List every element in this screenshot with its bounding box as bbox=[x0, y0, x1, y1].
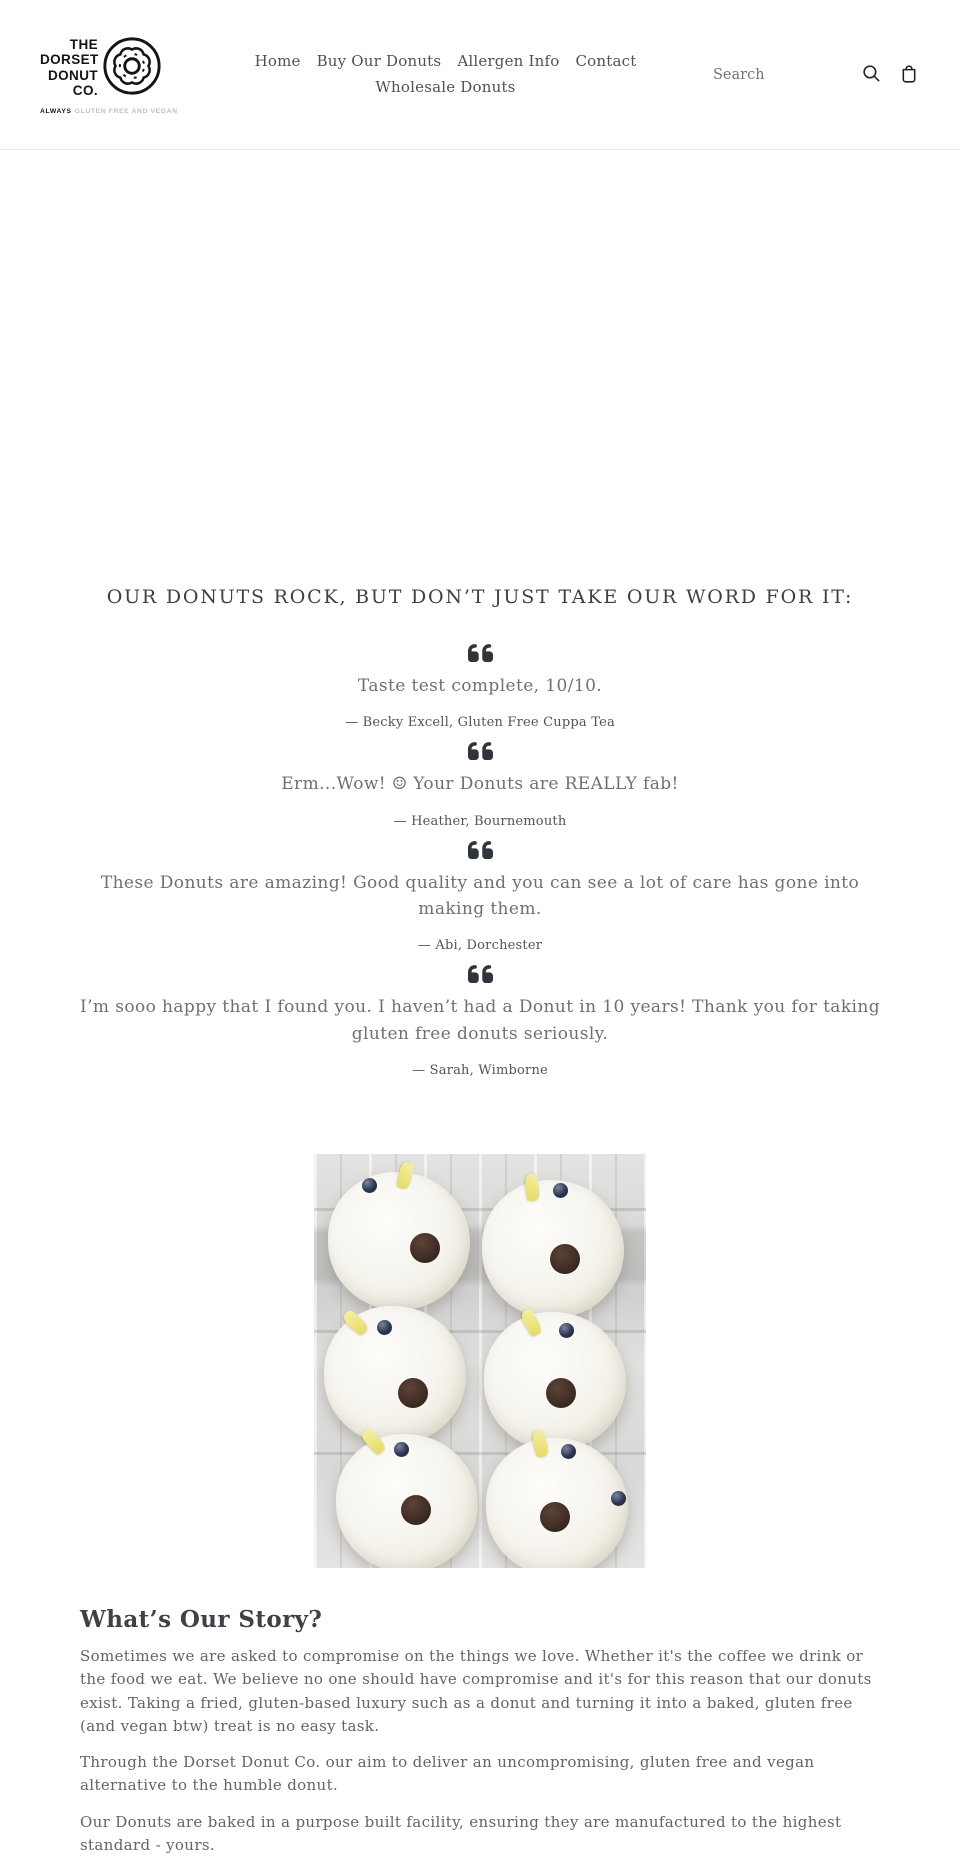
testimonial-attribution: — Sarah, Wimborne bbox=[412, 1063, 548, 1079]
donut-hole bbox=[550, 1244, 580, 1274]
lemon-piece bbox=[341, 1309, 370, 1336]
blueberry bbox=[394, 1442, 409, 1457]
donut-image-item bbox=[486, 1438, 628, 1568]
shopping-bag-icon bbox=[898, 62, 920, 87]
cart-button[interactable] bbox=[898, 62, 920, 87]
donut-image-item bbox=[336, 1434, 478, 1568]
quote-icon bbox=[70, 965, 890, 985]
site-header bbox=[0, 0, 960, 150]
testimonial-attribution: — Abi, Dorchester bbox=[417, 938, 543, 954]
testimonials-section bbox=[70, 586, 890, 1078]
search-button[interactable] bbox=[861, 63, 882, 87]
logo-word: THE bbox=[69, 37, 98, 53]
logo-word: DONUT bbox=[48, 67, 98, 83]
testimonial-attribution: — Becky Excell, Gluten Free Cuppa Tea bbox=[345, 715, 615, 731]
story-paragraph: Our Donuts are baked in a purpose built facility, ensuring they are manufactured to the highest standard - yours. bbox=[80, 1812, 842, 1854]
lemon-piece bbox=[397, 1161, 414, 1190]
nav-item-allergen-info[interactable]: Allergen Info bbox=[457, 51, 560, 70]
story-heading: What’s Our Story? bbox=[80, 1606, 323, 1634]
testimonial-text: I’m sooo happy that I found you. I haven’t had a Donut in 10 years! Thank you for taking gluten free donuts seriously. bbox=[79, 997, 881, 1044]
donut-hole bbox=[410, 1233, 440, 1263]
hero-media-section bbox=[0, 150, 960, 554]
donut-hole bbox=[546, 1378, 576, 1408]
quote-icon bbox=[70, 644, 890, 664]
testimonial-text: Taste test complete, 10/10. bbox=[357, 676, 603, 696]
logo-word: DORSET bbox=[40, 52, 99, 68]
logo-word: CO. bbox=[72, 82, 98, 98]
tagline-always: ALWAYS bbox=[40, 107, 72, 115]
story-section bbox=[80, 1606, 880, 1857]
logo-wordmark bbox=[40, 37, 98, 97]
testimonial-text: Erm...Wow! ☺ Your Donuts are REALLY fab! bbox=[281, 774, 679, 795]
testimonial-text: These Donuts are amazing! Good quality and you can see a lot of care has gone into making them. bbox=[100, 872, 860, 920]
story-paragraph: Through the Dorset Donut Co. our aim to deliver an uncompromising, gluten free and vegan alternative to the humble donut. bbox=[80, 1753, 815, 1795]
blueberry bbox=[377, 1320, 392, 1335]
nav-item-contact[interactable]: Contact bbox=[575, 51, 637, 70]
testimonial bbox=[70, 644, 890, 730]
magnifier-icon bbox=[861, 63, 882, 87]
main-nav bbox=[253, 51, 638, 99]
lemon-piece bbox=[524, 1174, 541, 1203]
testimonials-heading: OUR DONUTS ROCK, BUT DON’T JUST TAKE OUR WORD FOR IT: bbox=[106, 586, 854, 608]
nav-item-buy-our-donuts[interactable]: Buy Our Donuts bbox=[316, 51, 442, 70]
tagline-rest: GLUTEN FREE AND VEGAN bbox=[74, 107, 178, 115]
lemon-piece bbox=[519, 1308, 544, 1338]
donut-logo-icon bbox=[101, 35, 163, 101]
donut-image-item bbox=[484, 1312, 626, 1450]
blueberry bbox=[362, 1178, 377, 1193]
donut-image-item bbox=[324, 1306, 466, 1444]
testimonial bbox=[70, 742, 890, 828]
blueberry bbox=[561, 1444, 576, 1459]
search-input[interactable] bbox=[701, 61, 841, 89]
blueberry bbox=[559, 1323, 574, 1338]
nav-item-home[interactable]: Home bbox=[254, 51, 301, 70]
quote-icon bbox=[70, 742, 890, 762]
donut-photo bbox=[314, 1154, 646, 1568]
testimonial-attribution: — Heather, Bournemouth bbox=[393, 813, 567, 829]
nav-item-wholesale-donuts[interactable]: Wholesale Donuts bbox=[375, 77, 516, 96]
blueberry bbox=[553, 1183, 568, 1198]
header-actions bbox=[701, 61, 920, 89]
story-paragraph: Sometimes we are asked to compromise on the things we love. Whether it's the coffee we drink or the food we eat. We believe no one should have compromise and it's for this reason that our donuts exist. Taking a fried, gluten-based luxury such as a donut and turning it into a baked, gluten free (and vegan btw) treat is no easy task. bbox=[80, 1647, 872, 1735]
testimonial bbox=[70, 965, 890, 1078]
donut-image-item bbox=[482, 1180, 624, 1318]
donut-image-item bbox=[328, 1172, 470, 1310]
donut-hole bbox=[401, 1495, 431, 1525]
donut-hole bbox=[398, 1378, 428, 1408]
donut-hole bbox=[540, 1502, 570, 1532]
logo[interactable] bbox=[40, 35, 190, 115]
blueberry bbox=[611, 1491, 626, 1506]
logo-tagline bbox=[40, 108, 190, 115]
quote-icon bbox=[70, 841, 890, 861]
testimonial bbox=[70, 841, 890, 954]
logo-lockup bbox=[40, 35, 190, 101]
